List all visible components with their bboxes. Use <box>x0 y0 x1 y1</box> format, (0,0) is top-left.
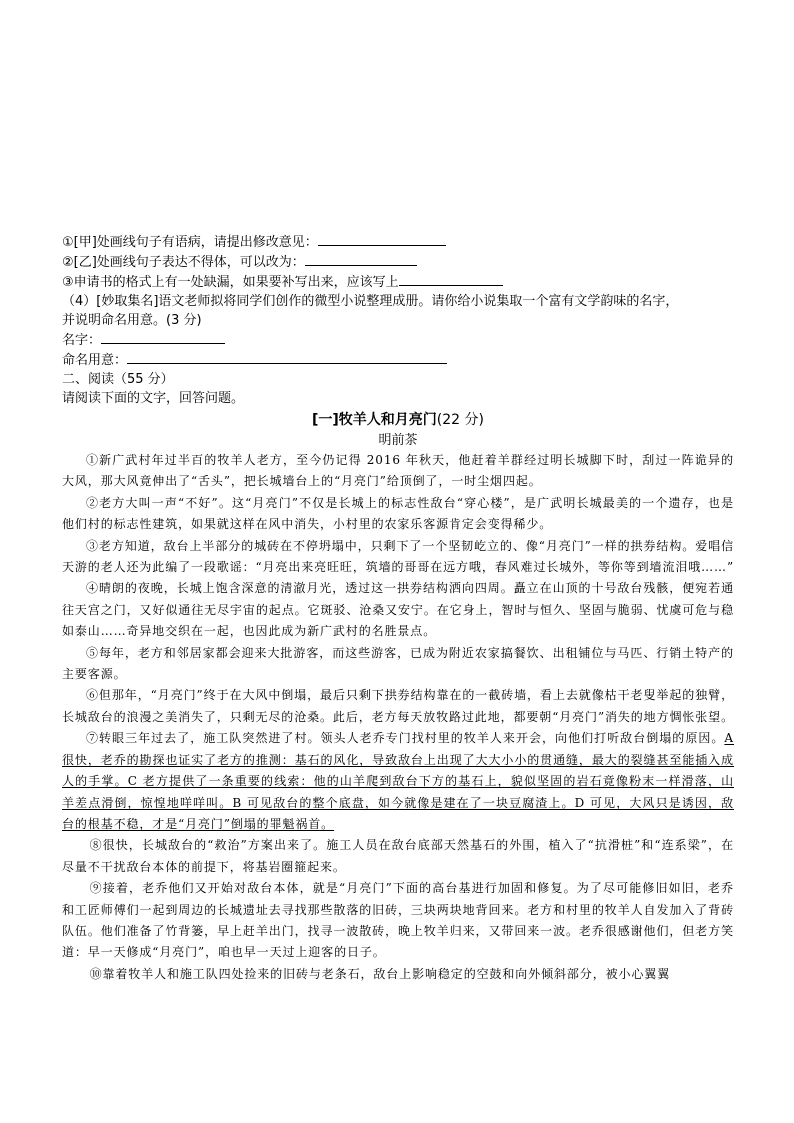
underlined-sentences: A 很快，老乔的勘探也证实了老方的推测：基石的风化，导致敌台上出现了大大小小的贯通缝，最大的裂缝甚至能插入成人的手掌。C 老方提供了一条重要的线索：他的山羊爬到敌台下方的基石上，貌似坚固的岩石竟像粉末一样滑落，山羊差点滑倒，惊惶地咩咩叫。B 可见敌台的整个底盘，如今就像是建在了一块豆腐渣上。D 可见，大风只是诱因，敌台的根基不稳，才是“月亮门”倒塌的罪魁祸首。 <box>62 731 734 831</box>
document-page <box>62 232 734 985</box>
question-3-1: ①[甲]处画线句子有语病，请提出修改意见： <box>62 232 734 252</box>
question-3-3: ③申请书的格式上有一处缺漏，如果要补写出来，应该写上 <box>62 272 734 292</box>
question-4-line2: 并说明命名用意。(3 分) <box>62 313 202 328</box>
paragraph-5: ⑤每年，老方和邻居家都会迎来大批游客，而这些游客，已成为附近农家搞餐饮、出租铺位与马匹、行销土特产的主要客源。 <box>62 645 734 682</box>
paragraph-3: ③老方知道，敌台上半部分的城砖在不停坍塌中，只剩下了一个坚韧屹立的、像“月亮门”一样的拱券结构。爱唱信天游的老人还为此编了一段歌谣：“月亮出来亮旺旺，筑墙的哥哥在远方哦，春风难过长城外，等你等到墙流泪哦……” <box>62 538 734 575</box>
paragraph-2: ②老方大叫一声“不好”。这“月亮门”不仅是长城上的标志性敌台“穿心楼”，是广武明长城最美的一个遗存，也是他们村的标志性建筑，如果就这样在风中消失，小村里的农家乐客源肯定会变得稀少。 <box>62 495 734 532</box>
paragraph-8: ⑧很快，长城敌台的“救治”方案出来了。施工人员在敌台底部天然基石的外围，植入了“抗滑桩”和“连系梁”，在尽量不干扰敌台本体的前提下，将基岩圈箍起来。 <box>62 838 734 874</box>
paragraph-7: ⑦转眼三年过去了，施工队突然进了村。领头人老乔专门找村里的牧羊人来开会，向他们打听敌台倒塌的原因。A 很快，老乔的勘探也证实了老方的推测：基石的风化，导致敌台上出现了大大小小的贯通缝，最大的裂缝甚至能插入成人的手掌。C 老方提供了一条重要的线索：他的山羊爬到敌台下方的基石上，貌似坚固的岩石竟像粉末一样滑落，山羊差点滑倒，惊惶地咩咩叫。B 可见敌台的整个底盘，如今就像是建在了一块豆腐渣上。D 可见，大风只是诱因，敌台的根基不稳，才是“月亮门”倒塌的罪魁祸首。 <box>62 731 734 831</box>
passage-author: 明前茶 <box>378 433 418 448</box>
paragraph-1: ①新广武村年过半百的牧羊人老方，至今仍记得 2016 年秋天，他赶着羊群经过明长城脚下时，刮过一阵诡异的大风，那大风竟伸出了“舌头”，把长城墙台上的“月亮门”给顶倒了，一时尘烟四起。 <box>62 453 734 489</box>
paragraph-10: ⑩靠着牧羊人和施工队四处捡来的旧砖与老条石，敌台上影响稳定的空鼓和向外倾斜部分，被小心翼翼 <box>89 966 671 981</box>
question-4-line1: （4）[妙取集名]语文老师拟将同学们创作的微型小说整理成册。请你给小说集取一个富有文学韵味的名字， <box>62 294 679 309</box>
name-blank[interactable] <box>101 330 225 344</box>
meaning-blank[interactable] <box>127 350 447 364</box>
question-3-2: ②[乙]处画线句子表达不得体，可以改为： <box>62 252 734 272</box>
passage-title: [一]牧羊人和月亮门(22 分) <box>312 412 484 428</box>
name-field: 名字： <box>62 330 734 350</box>
answer-blank[interactable] <box>305 252 417 266</box>
meaning-field: 命名用意： <box>62 350 734 370</box>
section-heading: 二、阅读（55 分） <box>62 372 174 387</box>
answer-blank[interactable] <box>318 232 446 246</box>
paragraph-4: ④晴朗的夜晚，长城上饱含深意的清澈月光，透过这一拱券结构洒向四周。矗立在山顶的十号敌台残骸，便宛若通往天宫之门，又好似通往无尽宇宙的起点。它斑驳、沧桑又安宁。在它身上，智时与恒久、坚固与脆弱、忧虞可危与稳如泰山……奇异地交织在一起，也因此成为新广武村的名胜景点。 <box>62 581 734 639</box>
section-instruction: 请阅读下面的文字，回答问题。 <box>62 391 245 406</box>
paragraph-6: ⑥但那年，“月亮门”终于在大风中倒塌，最后只剩下拱券结构靠在的一截砖墙，看上去就像枯干老叟举起的独臂，长城敌台的浪漫之美消失了，只剩无尽的沧桑。此后，老方每天放牧路过此地，都要朝“月亮门”消失的地方惆怅张望。 <box>62 688 734 724</box>
paragraph-9: ⑨接着，老乔他们又开始对敌台本体，就是“月亮门”下面的高台基进行加固和修复。为了尽可能修旧如旧，老乔和工匠师傅们一起到周边的长城遗址去寻找那些散落的旧砖，三块两块地背回来。老方和村里的牧羊人自发加入了背砖队伍。他们准备了竹背篓，早上赶羊出门，找寻一波散砖，晚上牧羊归来，又带回来一波。老乔很感谢他们，但老方笑道：早一天修成“月亮门”，咱也早一天过上迎客的日子。 <box>62 881 734 960</box>
answer-blank[interactable] <box>399 272 503 286</box>
